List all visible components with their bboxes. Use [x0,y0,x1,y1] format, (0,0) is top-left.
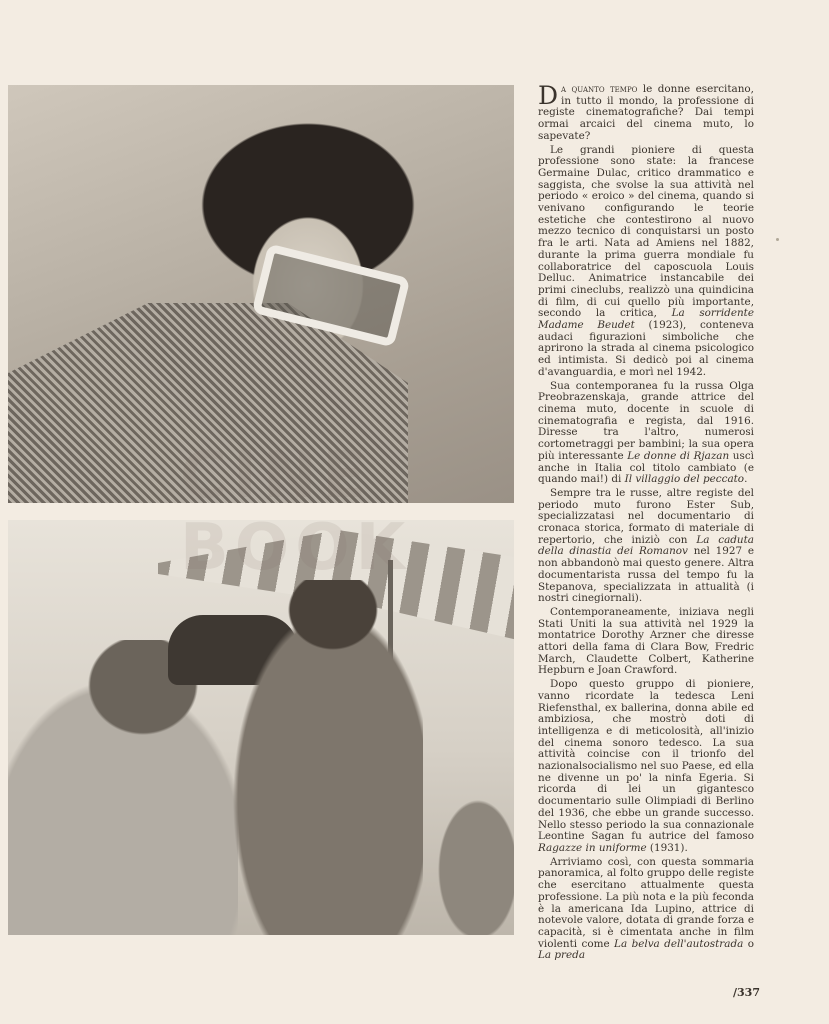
text-run: (1931). [646,842,688,854]
film-title: La sorridente Madame Beudet [538,307,754,332]
text-run: Dopo questo gruppo di pioniere, vanno ricordate la tedesca Leni Riefensthal, ex ballerina, donna abile ed ambiziosa, che mostrò doti di intelligenza e di meticolosità, all'inizio del cinema sonoro tedesco. La sua attività coincise con il trionfo del nazionalsocialismo nel suo Paese, ed ella ne divenne un po' la ninfa Egeria. Si ricorda di lei un gigantesco documentario sulle Olimpiadi di Berlino del 1936, che ebbe un grande successo. Nello stesso periodo la sua connazionale Leontine Sagan fu autrice del famoso [538,678,754,843]
paragraph-4 [538,488,754,605]
page-number: /337 [733,986,760,999]
paragraph-1 [538,81,754,143]
shirtless-man-figure [223,580,423,935]
text-run: (1923), conteneva audaci figurazioni simboliche che aprirono la strada al cinema psicologico ed intimista. Si dedicò poi al cinema d'avanguardia, e morì nel 1942. [538,319,754,378]
film-title: Il villaggio del peccato [624,473,745,486]
paragraph-2 [538,145,754,379]
background-people [418,790,514,935]
paragraph-5 [538,607,754,677]
film-title: Le donne di Rjazan [627,449,730,462]
text-run: Le grandi pioniere di questa professione sono state: la francese Germaine Dulac, critico drammatico e saggista, che svolse la sua attività nel periodo « eroico » del cinema, quando si venivano configurando le teorie estetiche che contestirono al nuovo mezzo tecnico di conquistarsi un posto fra le arti. Nata ad Amiens nel 1882, durante la prima guerra mondiale fu collaboratrice del caposcuola Louis Delluc. Animatrice instancabile dei primi cineclubs, realizzò una quindicina di film, di cui quello più importante, secondo la critica, [538,143,754,320]
article-column [538,81,755,964]
film-title: La preda [538,949,586,962]
paragraph-7 [538,857,754,962]
drop-cap: D [538,81,559,110]
text-run: Contemporaneamente, iniziava negli Stati Uniti la sua attività nel 1929 la montatrice Dorothy Arzner che diresse attori della fama di Clara Bow, Fredric March, Claudette Colbert, Katherine Hepburn e Joan Crawford. [538,605,754,677]
film-title: La belva dell'autostrada [614,937,744,950]
margin-dot [776,238,779,241]
paragraph-3 [538,381,754,486]
text-run: Arriviamo così, con questa sommaria panoramica, al folto gruppo delle registe che esercitano attualmente questa professione. La più nota e la più feconda è la americana Ida Lupino, attrice di notevole valore, dotata di grande forza e capacità, si è cimentata anche in film violenti come [538,855,754,950]
lead-in: a quanto tempo [561,83,638,95]
film-title: La caduta della dinastia dei Romanov [538,533,754,558]
text-run: nel 1927 e non abbandonò mai questo genere. Altra documentarista russa del tempo fu la Stepanova, specializzata in attualità (i nostri cinegiornali). [538,545,754,605]
portrait-photo [8,85,514,503]
paragraph-6 [538,679,754,855]
film-set-photo [8,520,514,935]
paragraph-1-text: le donne esercitano, in tutto il mondo, la professione di registe cinematografiche? Dai tempi ormai arcaici del cinema muto, lo sapevate? [538,83,754,142]
text-run: Sempre tra le russe, altre registe del periodo muto furono Ester Sub, specializzatasi nel documentario di cronaca storica, formato di materiale di repertorio, che iniziò con [538,486,754,546]
film-title: Ragazze in uniforme [538,842,647,854]
text-run: Sua contemporanea fu la russa Olga Preobrazenskaja, grande attrice del cinema muto, docente in scuole di cinematografia e regista, dal 1916. Diresse tra l'altro, numerosi cortometraggi per bambini; la sua opera più interessante [538,379,754,462]
text-run: uscì anche in Italia col titolo cambiato (e quando mai!) di [538,449,754,486]
text-run: o [743,937,755,950]
text-run: . [744,473,748,486]
